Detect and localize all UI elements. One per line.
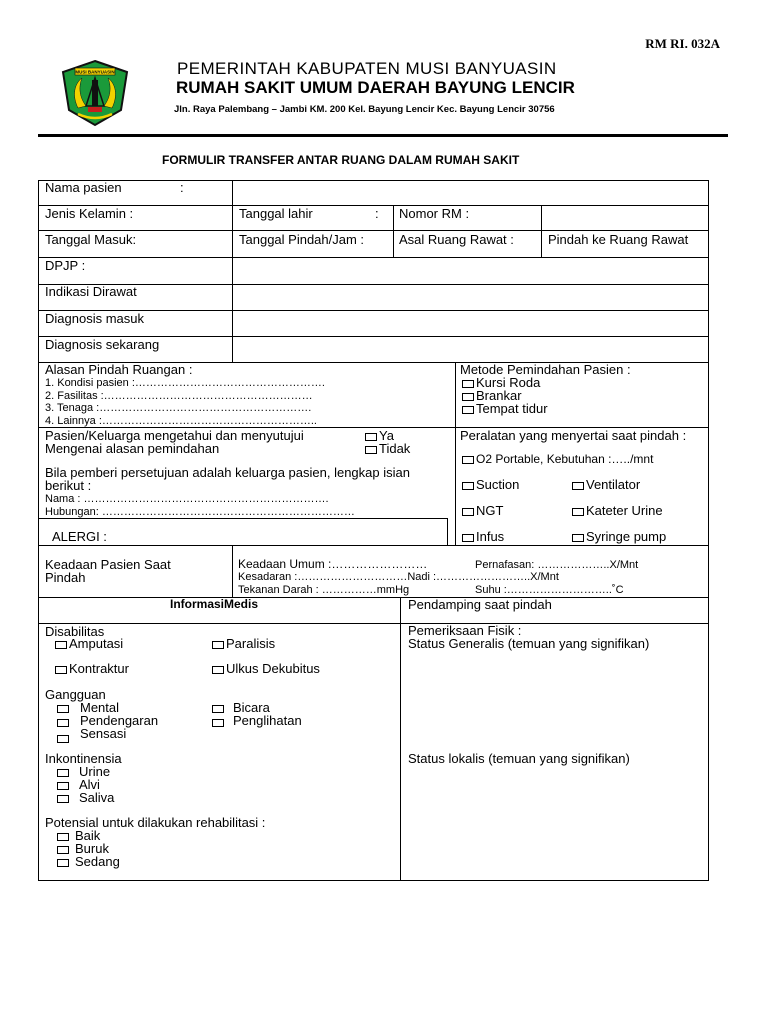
checkbox[interactable]: [462, 534, 474, 542]
field-keadaan-umum[interactable]: Keadaan Umum :……………………: [238, 557, 428, 571]
metode-option-tempat-tidur[interactable]: Tempat tidur: [462, 402, 548, 416]
checkbox-pendengaran[interactable]: [57, 719, 69, 727]
peralatan-o2[interactable]: O2 Portable, Kebutuhan :…../mnt: [462, 453, 653, 466]
option-urine[interactable]: Urine: [57, 765, 110, 779]
checkbox[interactable]: [57, 833, 69, 841]
label-indikasi: Indikasi Dirawat: [45, 284, 137, 299]
keadaan-label-1: Keadaan Pasien Saat: [45, 557, 171, 572]
checkbox[interactable]: [572, 482, 584, 490]
checkbox[interactable]: [462, 482, 474, 490]
checkbox[interactable]: [57, 795, 69, 803]
hospital-name: RUMAH SAKIT UMUM DAERAH BAYUNG LENCIR: [176, 78, 575, 97]
checkbox[interactable]: [55, 641, 67, 649]
colon-nama: :: [180, 180, 184, 195]
alasan-item: 1. Kondisi pasien :…………………………………………….: [45, 377, 325, 389]
field-tekanan-darah[interactable]: Tekanan Darah : ……………mmHg: [238, 584, 410, 596]
government-name: PEMERINTAH KABUPATEN MUSI BANYUASIN: [177, 59, 557, 78]
alasan-title: Alasan Pindah Ruangan :: [45, 362, 193, 377]
checkbox[interactable]: [57, 769, 69, 777]
label-asal-ruang: Asal Ruang Rawat :: [399, 232, 514, 247]
field-nama-keluarga[interactable]: Nama : ………………………………………………………….: [45, 493, 329, 505]
peralatan-ventilator[interactable]: Ventilator: [572, 478, 640, 492]
persetujuan-line2: Mengenai alasan pemindahan: [45, 441, 220, 456]
logo-lettering: MUSI BANYUASIN: [75, 69, 115, 75]
checkbox[interactable]: [462, 406, 474, 414]
option-bicara: Bicara: [233, 700, 270, 715]
label-dpjp: DPJP :: [45, 258, 86, 273]
peralatan-syringe[interactable]: Syringe pump: [572, 530, 666, 544]
label-status-generalis: Status Generalis (temuan yang signifikan): [408, 636, 650, 651]
option-mental: Mental: [80, 700, 120, 715]
alasan-item: 4. Lainnya :…………………………………………………..: [45, 415, 317, 427]
option-saliva[interactable]: Saliva: [57, 791, 114, 805]
option-ya[interactable]: Ya: [365, 429, 394, 443]
option-baik[interactable]: Baik: [57, 829, 100, 843]
label-tanggal-pindah: Tanggal Pindah/Jam :: [239, 232, 365, 247]
option-pendengaran: Pendengaran: [80, 713, 159, 728]
peralatan-title: Peralatan yang menyertai saat pindah :: [460, 428, 687, 443]
label-nama-pasien: Nama pasien: [45, 180, 122, 195]
label-gangguan: Gangguan: [45, 687, 106, 702]
metode-title: Metode Pemindahan Pasien :: [460, 362, 631, 377]
checkbox-sensasi[interactable]: [57, 735, 69, 743]
checkbox[interactable]: [365, 446, 377, 454]
option-kontraktur[interactable]: Kontraktur: [55, 662, 129, 676]
checkbox-bicara[interactable]: [212, 705, 224, 713]
alasan-item: 3. Tenaga :………………………………………………….: [45, 402, 312, 414]
label-diagnosis-sekarang: Diagnosis sekarang: [45, 337, 160, 352]
colon-tanggal-lahir: :: [375, 206, 379, 221]
label-status-lokalis: Status lokalis (temuan yang signifikan): [408, 751, 630, 766]
checkbox[interactable]: [365, 433, 377, 441]
label-disabilitas: Disabilitas: [45, 624, 105, 639]
persetujuan-line1: Pasien/Keluarga mengetahui dan menyutujui: [45, 428, 304, 443]
checkbox[interactable]: [462, 380, 474, 388]
checkbox-mental[interactable]: [57, 705, 69, 713]
informasi-medis-title: InformasiMedis: [170, 597, 259, 611]
option-penglihatan: Penglihatan: [233, 713, 302, 728]
option-ulkus[interactable]: Ulkus Dekubitus: [212, 662, 320, 676]
metode-option-kursi-roda[interactable]: Kursi Roda: [462, 376, 540, 390]
hospital-address: Jln. Raya Palembang – Jambi KM. 200 Kel. Bayung Lencir Kec. Bayung Lencir 30756: [174, 104, 555, 115]
alergi-divider: [38, 518, 447, 519]
checkbox[interactable]: [212, 666, 224, 674]
peralatan-ngt[interactable]: NGT: [462, 504, 503, 518]
persetujuan-line3: Bila pemberi persetujuan adalah keluarga pasien, lengkap isian: [45, 465, 410, 480]
checkbox[interactable]: [57, 782, 69, 790]
field-hubungan[interactable]: Hubungan: ……………………………………………………………: [45, 506, 355, 518]
option-amputasi[interactable]: Amputasi: [55, 637, 123, 651]
checkbox[interactable]: [572, 508, 584, 516]
option-sedang[interactable]: Sedang: [57, 855, 120, 869]
checkbox[interactable]: [57, 846, 69, 854]
option-sensasi: Sensasi: [80, 726, 127, 741]
field-kesadaran-nadi[interactable]: Kesadaran :…………………………Nadi :……………………..X/Mnt: [238, 571, 559, 583]
checkbox[interactable]: [462, 508, 474, 516]
label-inkontinensia: Inkontinensia: [45, 751, 122, 766]
peralatan-infus[interactable]: Infus: [462, 530, 504, 544]
peralatan-suction[interactable]: Suction: [462, 478, 519, 492]
option-paralisis[interactable]: Paralisis: [212, 637, 275, 651]
checkbox[interactable]: [212, 641, 224, 649]
document-code: RM RI. 032A: [645, 36, 720, 51]
label-jenis-kelamin: Jenis Kelamin :: [45, 206, 134, 221]
label-pindah-ke: Pindah ke Ruang Rawat: [548, 232, 689, 247]
label-potensial: Potensial untuk dilakukan rehabilitasi :: [45, 815, 266, 830]
checkbox[interactable]: [462, 393, 474, 401]
keadaan-label-2: Pindah: [45, 570, 86, 585]
metode-option-brankar[interactable]: Brankar: [462, 389, 522, 403]
peralatan-kateter[interactable]: Kateter Urine: [572, 504, 663, 518]
field-pernafasan[interactable]: Pernafasan: ………………..X/Mnt: [475, 559, 639, 571]
label-tanggal-masuk: Tanggal Masuk:: [45, 232, 137, 247]
label-pendamping: Pendamping saat pindah: [408, 597, 552, 612]
label-alergi: ALERGI :: [52, 529, 107, 544]
form-title: FORMULIR TRANSFER ANTAR RUANG DALAM RUMAH SAKIT: [162, 153, 520, 167]
field-suhu[interactable]: Suhu :………………………..˚C: [475, 584, 624, 596]
label-pemeriksaan-fisik: Pemeriksaan Fisik :: [408, 623, 522, 638]
label-diagnosis-masuk: Diagnosis masuk: [45, 311, 144, 326]
checkbox[interactable]: [57, 859, 69, 867]
checkbox[interactable]: [55, 666, 67, 674]
header-divider: [38, 134, 728, 137]
field-nama-pasien[interactable]: [234, 181, 706, 203]
option-tidak[interactable]: Tidak: [365, 442, 410, 456]
alasan-item: 2. Fasilitas :…………………………………………………: [45, 390, 313, 402]
persetujuan-line4: berikut :: [45, 478, 92, 493]
checkbox[interactable]: [462, 456, 474, 464]
label-tanggal-lahir: Tanggal lahir: [239, 206, 313, 221]
option-buruk[interactable]: Buruk: [57, 842, 109, 856]
checkbox-penglihatan[interactable]: [212, 719, 224, 727]
label-nomor-rm: Nomor RM :: [399, 206, 470, 221]
option-alvi[interactable]: Alvi: [57, 778, 100, 792]
checkbox[interactable]: [572, 534, 584, 542]
regency-logo: [58, 58, 132, 128]
